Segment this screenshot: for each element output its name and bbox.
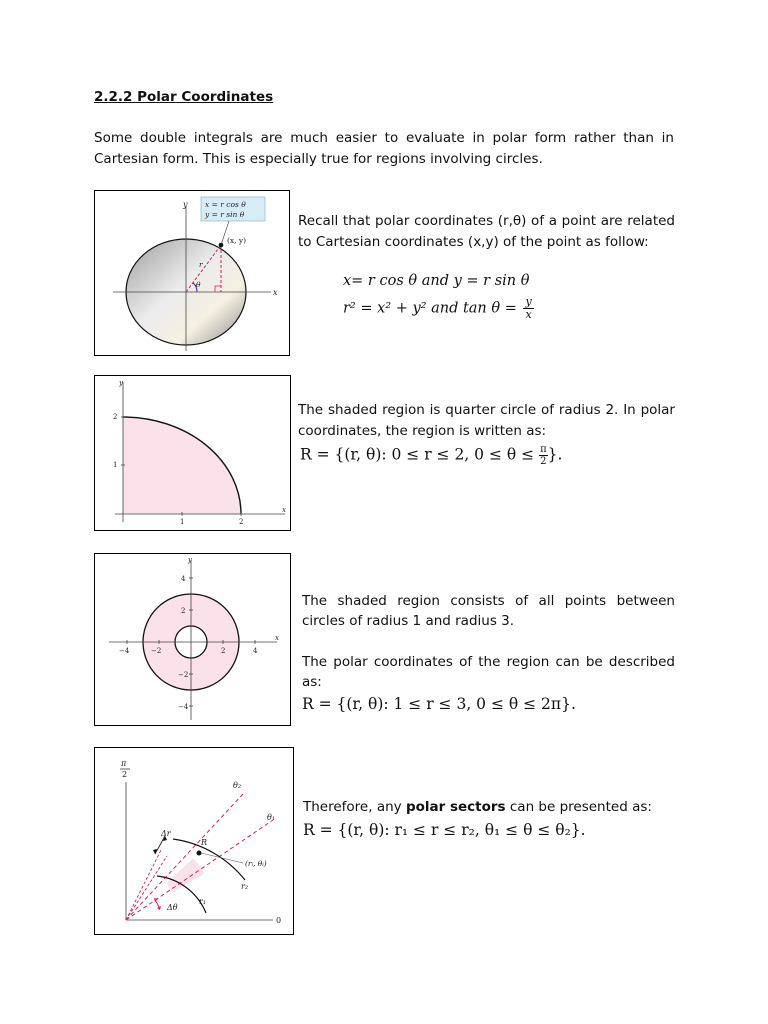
tick-x-neg2: −2 <box>151 647 162 655</box>
section1-text: Recall that polar coordinates (r,θ) of a point are related to Cartesian coordinates (x,y) of the point as follow: <box>298 213 675 250</box>
callout-line-2: y = r sin θ <box>205 210 245 219</box>
zero-label: 0 <box>276 916 282 925</box>
section3-text-1: The shaded region consists of all points between circles of radius 1 and radius 3. <box>302 593 675 629</box>
section3-text-2: The polar coordinates of the region can be described as: <box>302 654 675 690</box>
tick-y-2: 2 <box>181 607 186 615</box>
section2-set-prefix: R = {(r, θ): 0 ≤ r ≤ 2, 0 ≤ θ ≤ <box>300 445 540 464</box>
tick-y-neg4: −4 <box>178 703 189 711</box>
axis-y-label: y <box>183 200 188 209</box>
section2-set <box>300 444 562 467</box>
half-pi-den: 2 <box>122 770 128 779</box>
section4-text <box>303 797 683 817</box>
tick-x-1: 1 <box>180 518 185 526</box>
dr-line-1 <box>126 850 161 920</box>
axis-x-label: x <box>275 634 279 642</box>
point-label: (rᵢ, θᵢ) <box>245 859 267 868</box>
tick-y-4: 4 <box>181 575 186 583</box>
half-pi-num: π <box>121 759 127 768</box>
section2-set-frac-num: π <box>540 444 547 455</box>
axis-x-label: x <box>273 288 278 297</box>
figure-quarter-circle <box>94 375 291 531</box>
r1-label: r₁ <box>199 897 207 906</box>
tick-x-neg4: −4 <box>119 647 130 655</box>
tick-x-2: 2 <box>221 647 226 655</box>
equation-2 <box>343 296 534 321</box>
section3-set: R = {(r, θ): 1 ≤ r ≤ 3, 0 ≤ θ ≤ 2π}. <box>302 695 576 713</box>
point-pointer <box>201 853 243 863</box>
region-label: R <box>201 838 208 847</box>
figure-polar-point <box>94 190 290 356</box>
tick-x-4: 4 <box>253 647 258 655</box>
section4-text-after: can be presented as: <box>505 799 652 815</box>
tick-y-2: 2 <box>113 413 118 421</box>
delta-theta-label: Δθ <box>167 903 178 912</box>
section-heading: 2.2.2 Polar Coordinates <box>94 89 274 105</box>
section2-text: The shaded region is quarter circle of radius 2. In polar coordinates, the region is written as: <box>298 402 675 439</box>
dr-line-2 <box>126 856 167 920</box>
sample-point <box>197 851 202 856</box>
theta2-ray <box>126 794 243 920</box>
axis-y-label: y <box>119 379 123 387</box>
figure-polar-sector <box>94 747 294 935</box>
delta-r-label: Δr <box>161 829 171 838</box>
axis-y-label: y <box>188 556 192 564</box>
section4-set: R = {(r, θ): r₁ ≤ r ≤ r₂, θ₁ ≤ θ ≤ θ₂}. <box>303 821 586 839</box>
axis-x-label: x <box>282 506 286 514</box>
equation-2-den: x <box>525 308 532 321</box>
quarter-region <box>123 417 241 514</box>
point-label: (x, y) <box>227 236 247 245</box>
intro-paragraph: Some double integrals are much easier to evaluate in polar form rather than in Cartesian form. This is especially true for regions involving circles. <box>94 130 674 167</box>
tick-y-neg2: −2 <box>178 671 189 679</box>
equation-1: x= r cos θ and y = r sin θ <box>343 273 530 289</box>
section4-text-bold: polar sectors <box>405 799 506 815</box>
theta2-label: θ₂ <box>233 781 242 790</box>
r2-label: r₂ <box>241 882 249 891</box>
r-label: r <box>199 260 203 269</box>
section2-set-frac-den: 2 <box>540 456 547 467</box>
theta1-label: θ₁ <box>267 813 276 822</box>
section2-set-suffix: }. <box>547 445 563 464</box>
callout-line-1: x = r cos θ <box>205 200 246 209</box>
tick-y-1: 1 <box>113 461 118 469</box>
figure-annulus <box>94 553 291 726</box>
section4-text-before: Therefore, any <box>303 799 406 815</box>
equation-2-num: y <box>525 295 532 308</box>
theta-label: θ <box>196 280 201 289</box>
tick-x-2: 2 <box>239 518 244 526</box>
equation-2-left: r² = x² + y² and tan θ = <box>343 300 517 317</box>
